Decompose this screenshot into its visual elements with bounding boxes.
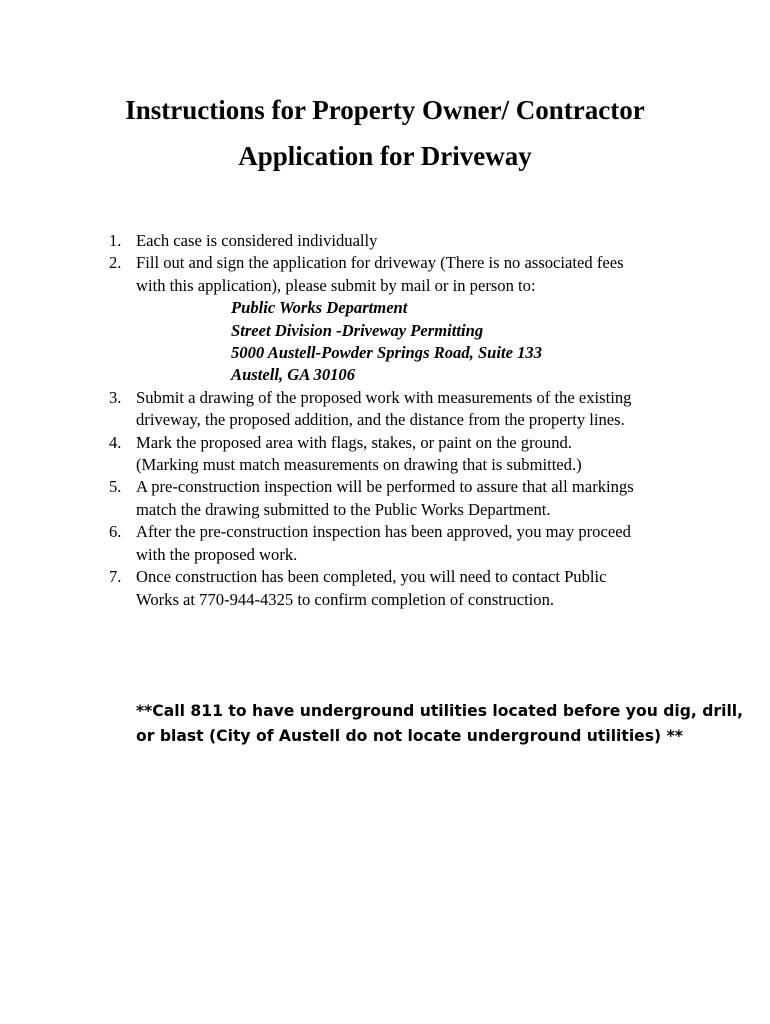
- address-department: Public Works Department: [231, 298, 408, 318]
- list-item-number: 7.: [109, 567, 122, 587]
- address-street: 5000 Austell-Powder Springs Road, Suite 133: [231, 343, 543, 363]
- address-division: Street Division -Driveway Permitting: [231, 320, 484, 340]
- list-item-number: 6.: [109, 522, 122, 542]
- notice-line: or blast (City of Austell do not locate underground utilities) **: [136, 727, 683, 745]
- list-item-text: (Marking must match measurements on drawing that is submitted.): [136, 455, 582, 475]
- list-item-text: A pre-construction inspection will be performed to assure that all markings: [136, 477, 634, 497]
- list-item-text: Once construction has been completed, you will need to contact Public: [136, 567, 607, 587]
- list-item-text: Mark the proposed area with flags, stakes, or paint on the ground.: [136, 432, 572, 452]
- page-subtitle: Application for Driveway: [238, 141, 532, 171]
- list-item-text: Submit a drawing of the proposed work with measurements of the existing: [136, 387, 632, 407]
- list-item-text: After the pre-construction inspection has been approved, you may proceed: [136, 522, 631, 542]
- list-item-number: 5.: [109, 477, 122, 497]
- list-item-3: [0, 387, 696, 432]
- list-item-6: [0, 521, 696, 566]
- mailing-address: [136, 297, 696, 387]
- list-item-2: [0, 252, 696, 386]
- list-item-number: 1.: [109, 231, 122, 250]
- call-811-notice: [136, 699, 744, 749]
- list-item-text: Each case is considered individually: [136, 231, 378, 250]
- address-city: Austell, GA 30106: [231, 365, 356, 385]
- list-item-number: 2.: [109, 253, 122, 273]
- list-item-7: [0, 566, 696, 611]
- list-item-text: with this application), please submit by mail or in person to:: [136, 275, 536, 295]
- list-item-text: driveway, the proposed addition, and the distance from the property lines.: [136, 410, 625, 430]
- list-item-text: match the drawing submitted to the Public Works Department.: [136, 499, 551, 519]
- list-item-text: with the proposed work.: [136, 544, 298, 564]
- notice-line: **Call 811 to have underground utilities located before you dig, drill,: [136, 702, 744, 720]
- list-item-5: [0, 476, 696, 521]
- instructions-list: [0, 230, 770, 611]
- list-item-number: 3.: [109, 387, 122, 407]
- list-item-1: [0, 230, 696, 252]
- list-item-text: Fill out and sign the application for driveway (There is no associated fees: [136, 253, 624, 273]
- list-item-text: Works at 770-944-4325 to confirm completion of construction.: [136, 589, 555, 609]
- list-item-4: [0, 432, 696, 477]
- list-item-number: 4.: [109, 432, 122, 452]
- page-title: Instructions for Property Owner/ Contractor: [125, 95, 645, 125]
